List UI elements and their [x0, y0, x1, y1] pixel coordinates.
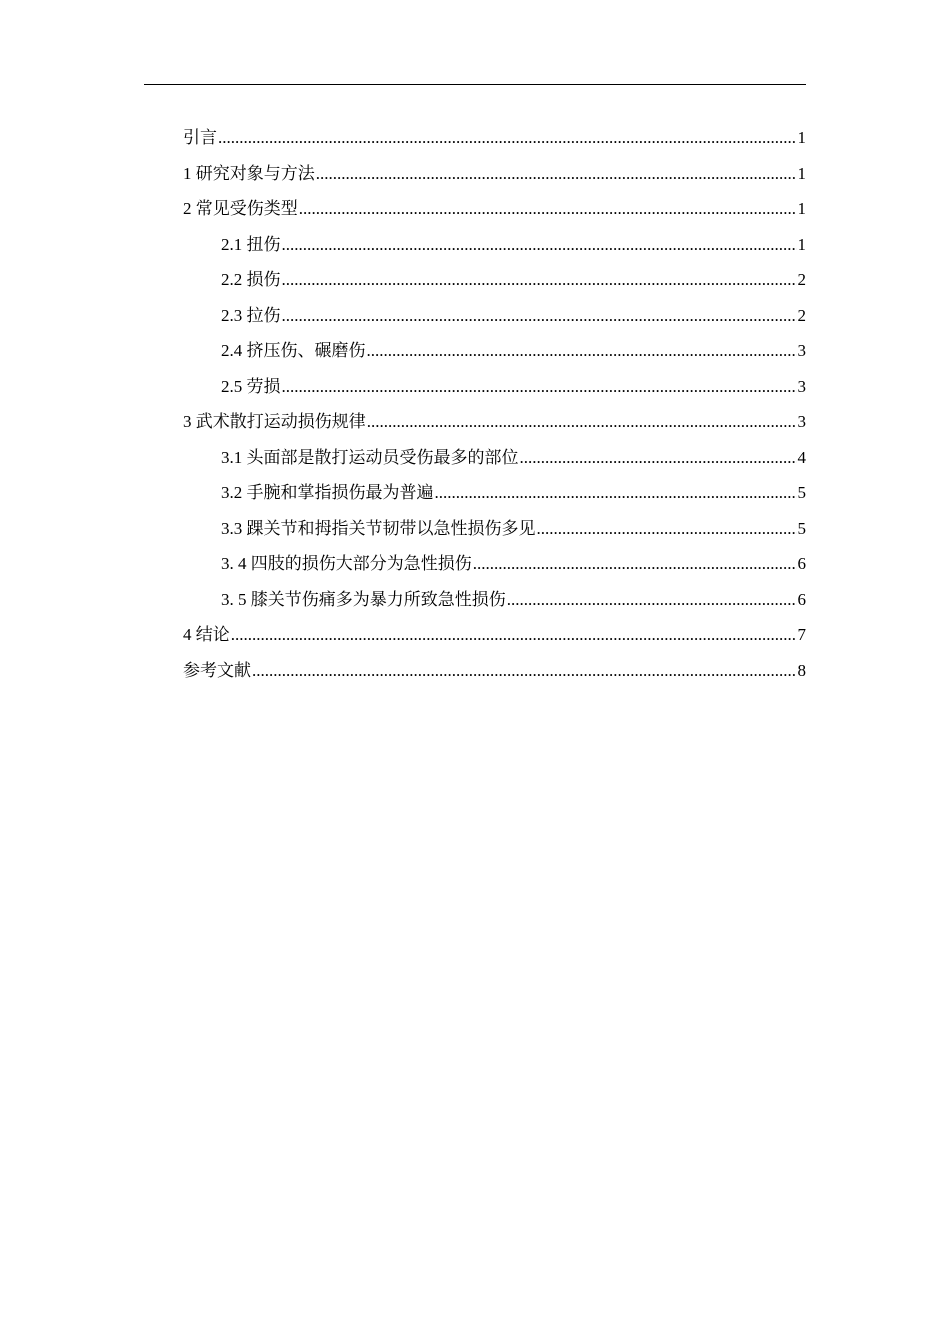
toc-entry-title: 3. 4 四肢的损伤大部分为急性损伤	[221, 554, 472, 573]
toc-dot-leader	[367, 404, 797, 440]
toc-entry-section-2[interactable]	[183, 191, 806, 227]
toc-page-number: 6	[797, 554, 806, 573]
toc-entry-title: 4 结论	[183, 625, 230, 644]
toc-page-number: 1	[797, 234, 806, 254]
toc-page-number: 2	[797, 270, 806, 289]
toc-entry-title: 3.2 手腕和掌指损伤最为普遍	[221, 483, 434, 502]
toc-entry-title: 2.3 拉伤	[221, 305, 281, 325]
toc-entry-title: 2.5 劳损	[221, 376, 281, 396]
toc-entry-section-1[interactable]	[183, 156, 806, 192]
toc-page-number: 1	[797, 128, 806, 147]
toc-entry-section-2-1[interactable]	[183, 227, 806, 263]
toc-entry-section-3-3[interactable]	[183, 511, 806, 547]
toc-dot-leader	[537, 511, 797, 547]
toc-dot-leader	[282, 262, 797, 298]
toc-dot-leader	[473, 546, 797, 582]
toc-entry-section-4[interactable]	[183, 617, 806, 653]
toc-dot-leader	[252, 653, 797, 689]
toc-page-number: 1	[797, 199, 806, 218]
toc-entry-section-2-5[interactable]	[183, 369, 806, 405]
toc-dot-leader	[507, 582, 797, 618]
toc-entry-title: 2.1 扭伤	[221, 234, 281, 254]
toc-entry-section-3-5[interactable]	[183, 582, 806, 618]
toc-dot-leader	[218, 120, 797, 156]
toc-dot-leader	[316, 156, 797, 192]
toc-entry-title: 2 常见受伤类型	[183, 199, 298, 218]
toc-entry-section-3-1[interactable]	[183, 440, 806, 476]
toc-entry-title: 2.2 损伤	[221, 270, 281, 289]
toc-page-number: 6	[797, 589, 806, 609]
toc-entry-section-3-4[interactable]	[183, 546, 806, 582]
toc-entry-section-2-3[interactable]	[183, 298, 806, 334]
toc-dot-leader	[299, 191, 797, 227]
toc-dot-leader	[282, 298, 797, 334]
toc-entry-title: 3 武术散打运动损伤规律	[183, 412, 366, 431]
toc-entry-section-2-4[interactable]	[183, 333, 806, 369]
toc-dot-leader	[282, 369, 797, 405]
toc-page-number: 4	[797, 447, 806, 467]
toc-page-number: 3	[797, 341, 806, 360]
toc-entry-section-3[interactable]	[183, 404, 806, 440]
toc-page-number: 3	[797, 412, 806, 431]
toc-entry-introduction[interactable]	[183, 120, 806, 156]
toc-entry-references[interactable]	[183, 653, 806, 689]
toc-entry-title: 3. 5 膝关节伤痛多为暴力所致急性损伤	[221, 589, 506, 609]
toc-entry-section-3-2[interactable]	[183, 475, 806, 511]
table-of-contents	[183, 120, 806, 688]
toc-page-number: 2	[797, 305, 806, 325]
toc-page-number: 3	[797, 376, 806, 396]
header-rule	[144, 84, 806, 85]
toc-entry-section-2-2[interactable]	[183, 262, 806, 298]
toc-dot-leader	[435, 475, 797, 511]
toc-dot-leader	[367, 333, 797, 369]
toc-dot-leader	[520, 440, 797, 476]
toc-entry-title: 3.3 踝关节和拇指关节韧带以急性损伤多见	[221, 518, 536, 538]
toc-entry-title: 1 研究对象与方法	[183, 163, 315, 183]
toc-entry-title: 3.1 头面部是散打运动员受伤最多的部位	[221, 447, 519, 467]
toc-page-number: 5	[797, 483, 806, 502]
toc-dot-leader	[231, 617, 797, 653]
toc-entry-title: 2.4 挤压伤、碾磨伤	[221, 341, 366, 360]
toc-entry-title: 引言	[183, 128, 217, 147]
toc-entry-title: 参考文献	[183, 660, 251, 680]
toc-page-number: 8	[797, 660, 806, 680]
toc-dot-leader	[282, 227, 797, 263]
toc-page-number: 5	[797, 518, 806, 538]
toc-page-number: 1	[797, 163, 806, 183]
toc-page-number: 7	[797, 625, 806, 644]
